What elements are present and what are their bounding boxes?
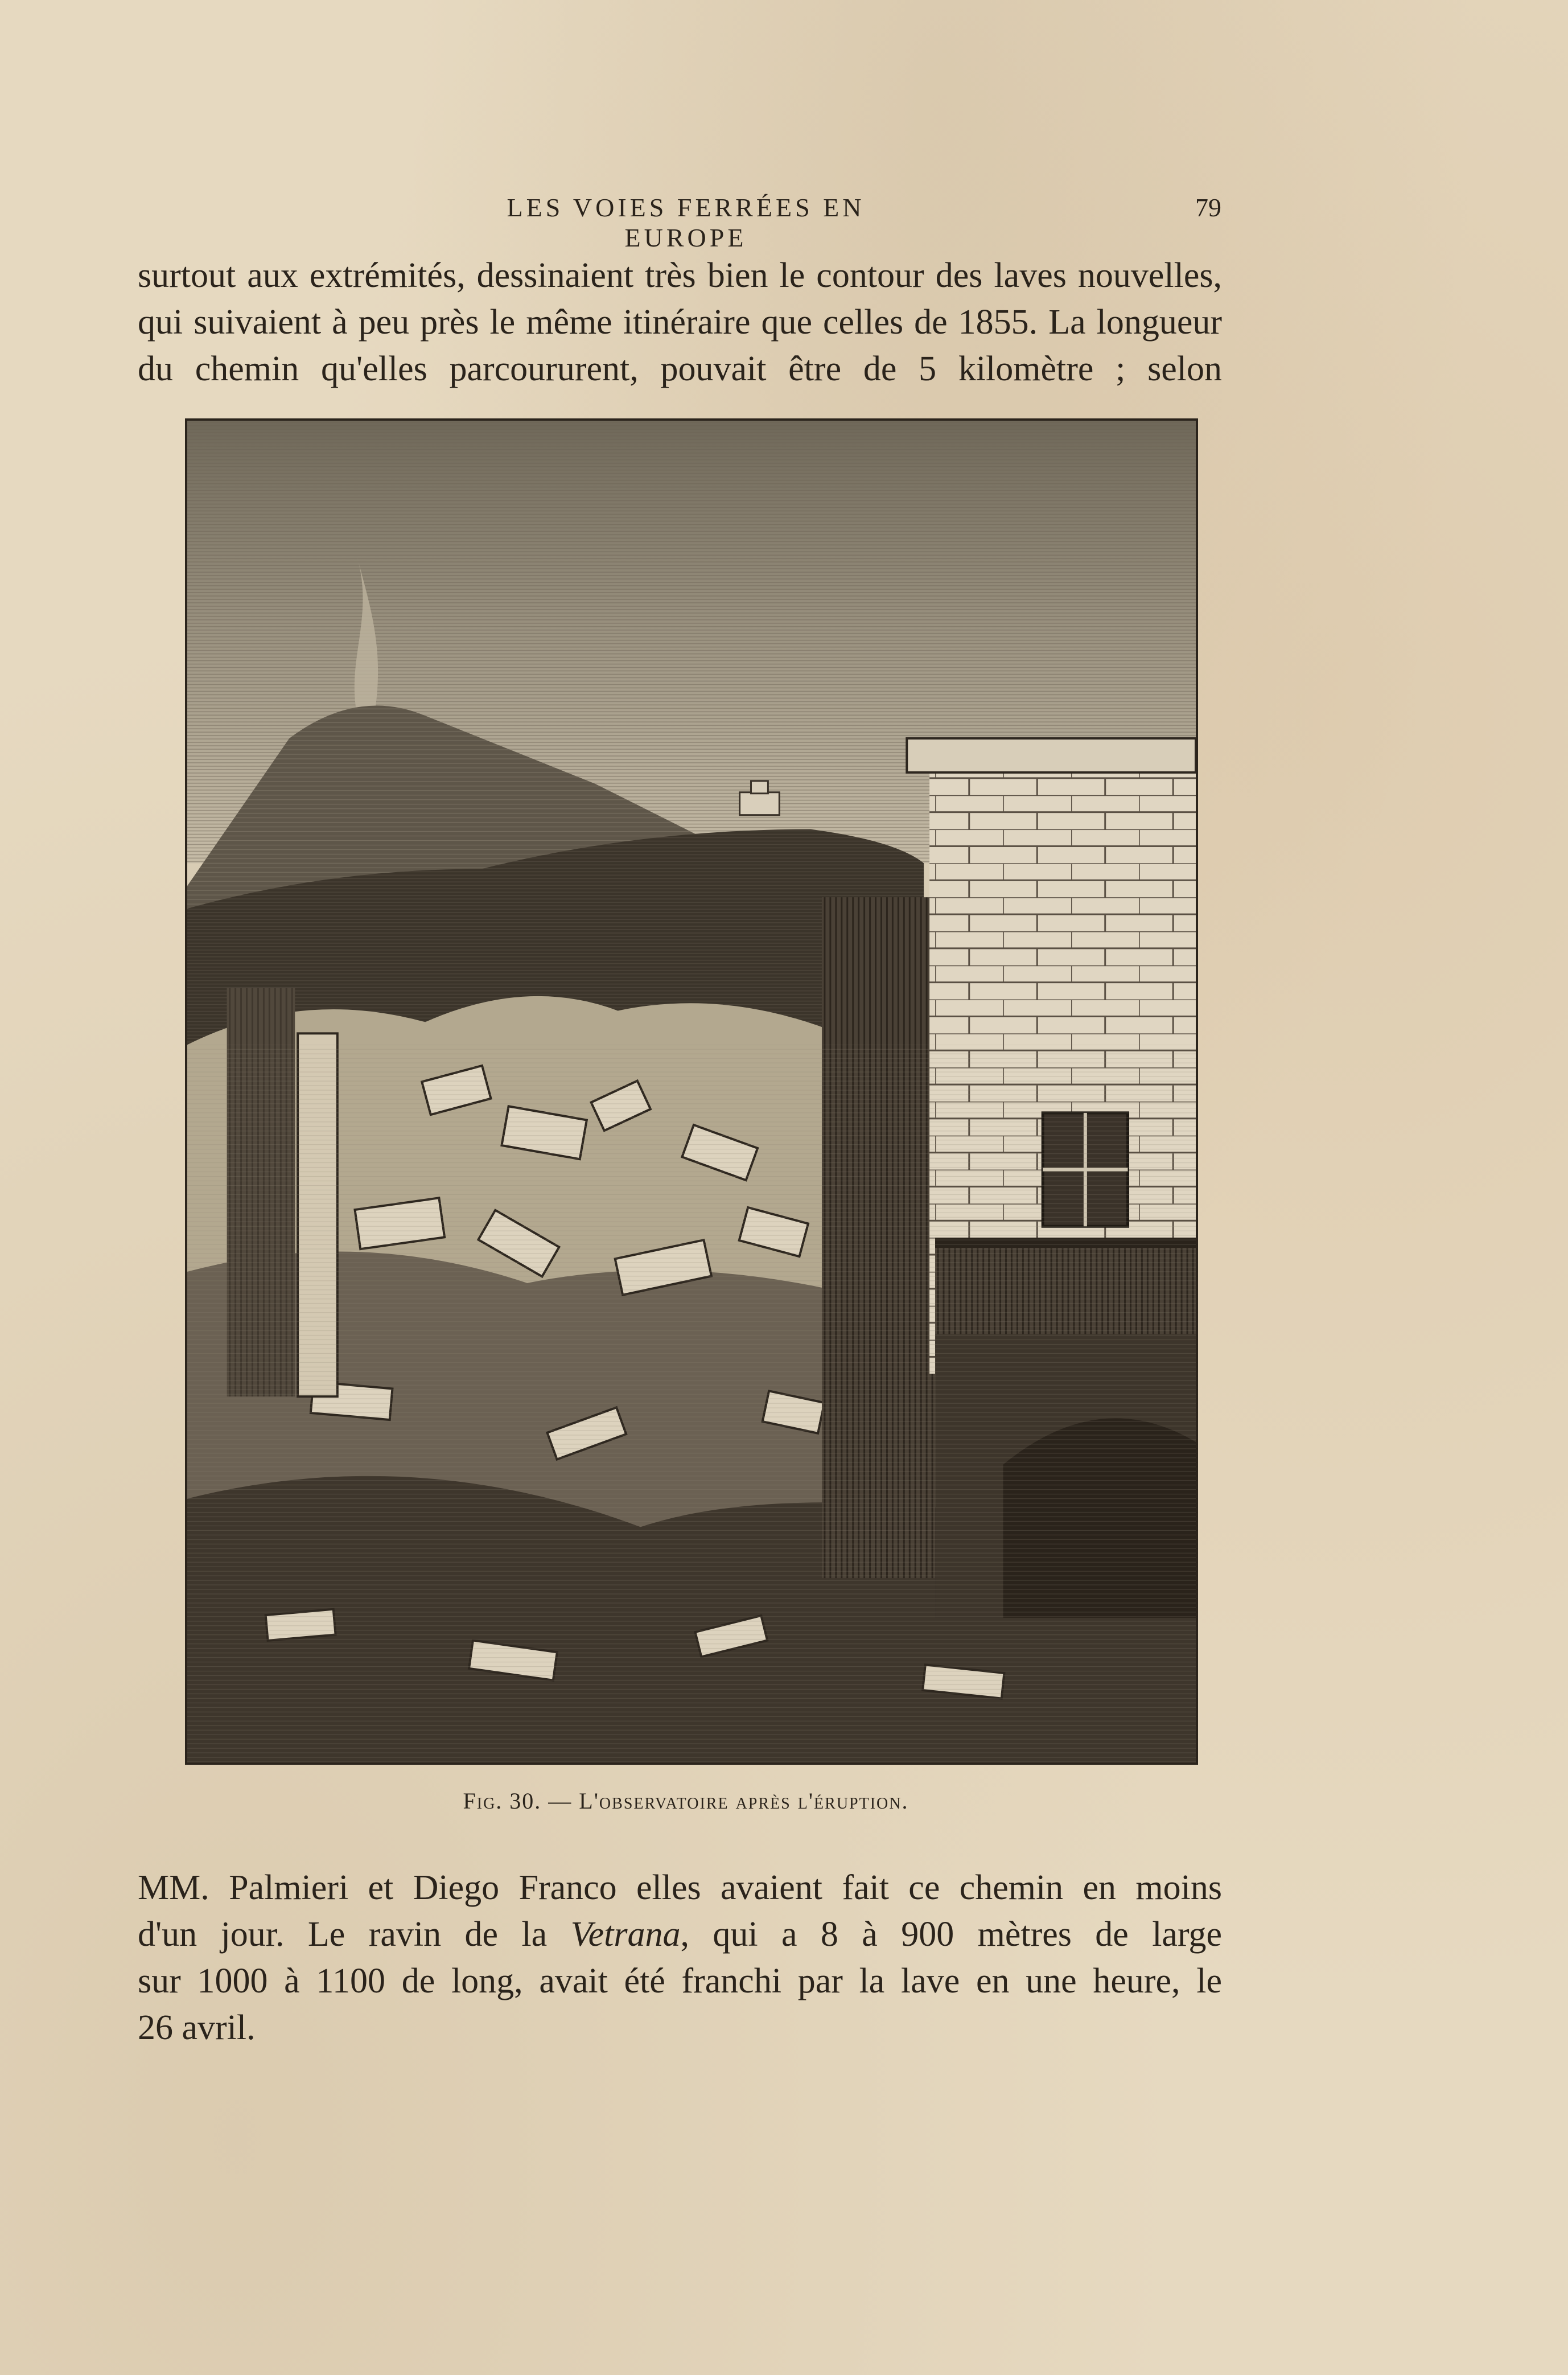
figure-caption: Fig. 30. — L'observatoire après l'éruption. — [463, 1788, 909, 1814]
text-line: du chemin qu'elles parcoururent, pouvait être de 5 kilomètre ; selon — [138, 350, 1222, 388]
bottom-paragraph — [138, 1864, 1222, 2051]
engraving-image — [187, 421, 1196, 1762]
text-line: sur 1000 à 1100 de long, avait été franchi par la lave en une heure, le — [138, 1962, 1222, 2000]
text-line: MM. Palmieri et Diego Franco elles avaient fait ce chemin en moins — [138, 1868, 1222, 1907]
text-line: 26 avril. — [138, 2008, 256, 2047]
text-segment: d'un jour. Le ravin de la — [138, 1915, 571, 1954]
text-line: surtout aux extrémités, dessinaient très bien le contour des laves nouvelles, — [138, 256, 1222, 295]
engraving-illustration — [185, 418, 1198, 1765]
text-line: qui suivaient à peu près le même itinéraire que celles de 1855. La longueur — [138, 303, 1222, 342]
page-number: 79 — [1195, 193, 1221, 222]
running-head: LES VOIES FERRÉES EN EUROPE — [507, 193, 865, 252]
italic-place-name: Vetrana — [570, 1915, 681, 1954]
text-line — [138, 1911, 1222, 1958]
text-segment: , qui a 8 à 900 mètres de large — [680, 1915, 1222, 1954]
top-paragraph — [138, 252, 1222, 392]
